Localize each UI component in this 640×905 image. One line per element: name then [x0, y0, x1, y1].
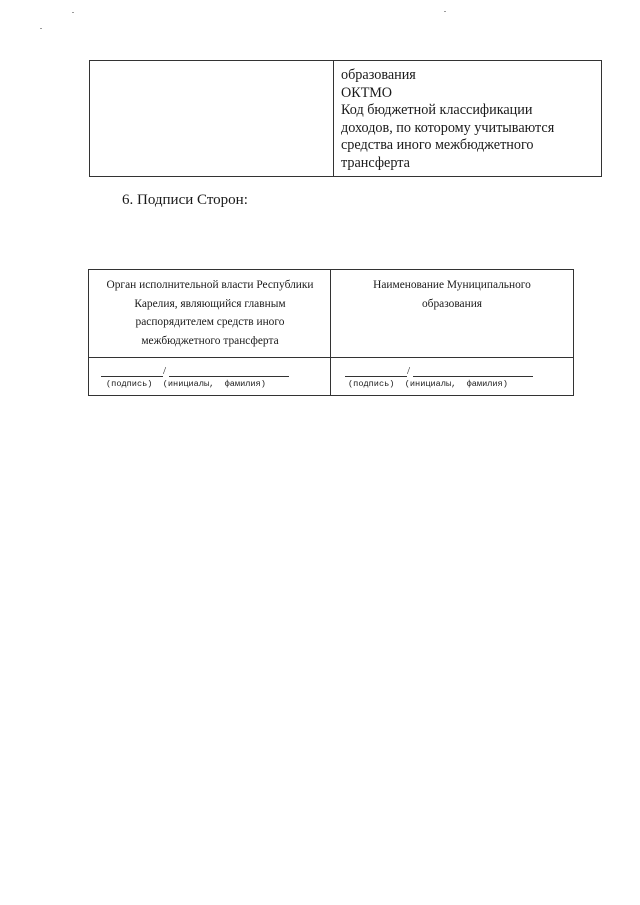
- budget-details-table: [89, 60, 602, 177]
- table-text-line: трансферта: [341, 154, 410, 171]
- scan-speck: [444, 11, 446, 12]
- right-signature-caption: (подпись) (инициалы, фамилия): [348, 379, 508, 389]
- right-party-header: [334, 276, 570, 313]
- row-divider: [89, 357, 573, 358]
- table-text-line: ОКТМО: [341, 84, 393, 101]
- table-text-line: Код бюджетной классификации: [341, 102, 533, 119]
- right-slash: /: [407, 365, 411, 377]
- column-divider: [330, 270, 331, 395]
- left-party-header: [91, 276, 329, 350]
- table-right-cell: [341, 67, 596, 173]
- table-text-line: средства иного межбюджетного: [341, 137, 534, 154]
- table-left-cell: [90, 61, 334, 176]
- left-signature-caption: (подпись) (инициалы, фамилия): [106, 379, 266, 389]
- signatures-table: [88, 269, 574, 396]
- table-text-line: образования: [341, 67, 416, 83]
- header-line: образования: [421, 297, 483, 310]
- table-text-line: доходов, по которому учитываются: [341, 119, 555, 136]
- scan-speck: [72, 12, 74, 13]
- header-line: Карелия, являющийся главным: [134, 297, 286, 310]
- left-signature-line: [101, 376, 163, 377]
- header-line: Орган исполнительной власти Республики: [106, 279, 314, 291]
- left-slash: /: [163, 365, 167, 377]
- header-line: Наименование Муниципального: [373, 279, 531, 291]
- header-line: распорядителем средств иного: [135, 316, 285, 329]
- section-heading: 6. Подписи Сторон:: [122, 192, 248, 208]
- left-name-line: [169, 376, 289, 377]
- right-name-line: [413, 376, 533, 377]
- scan-speck: [40, 28, 42, 29]
- right-signature-line: [345, 376, 407, 377]
- header-line: межбюджетного трансферта: [141, 334, 279, 347]
